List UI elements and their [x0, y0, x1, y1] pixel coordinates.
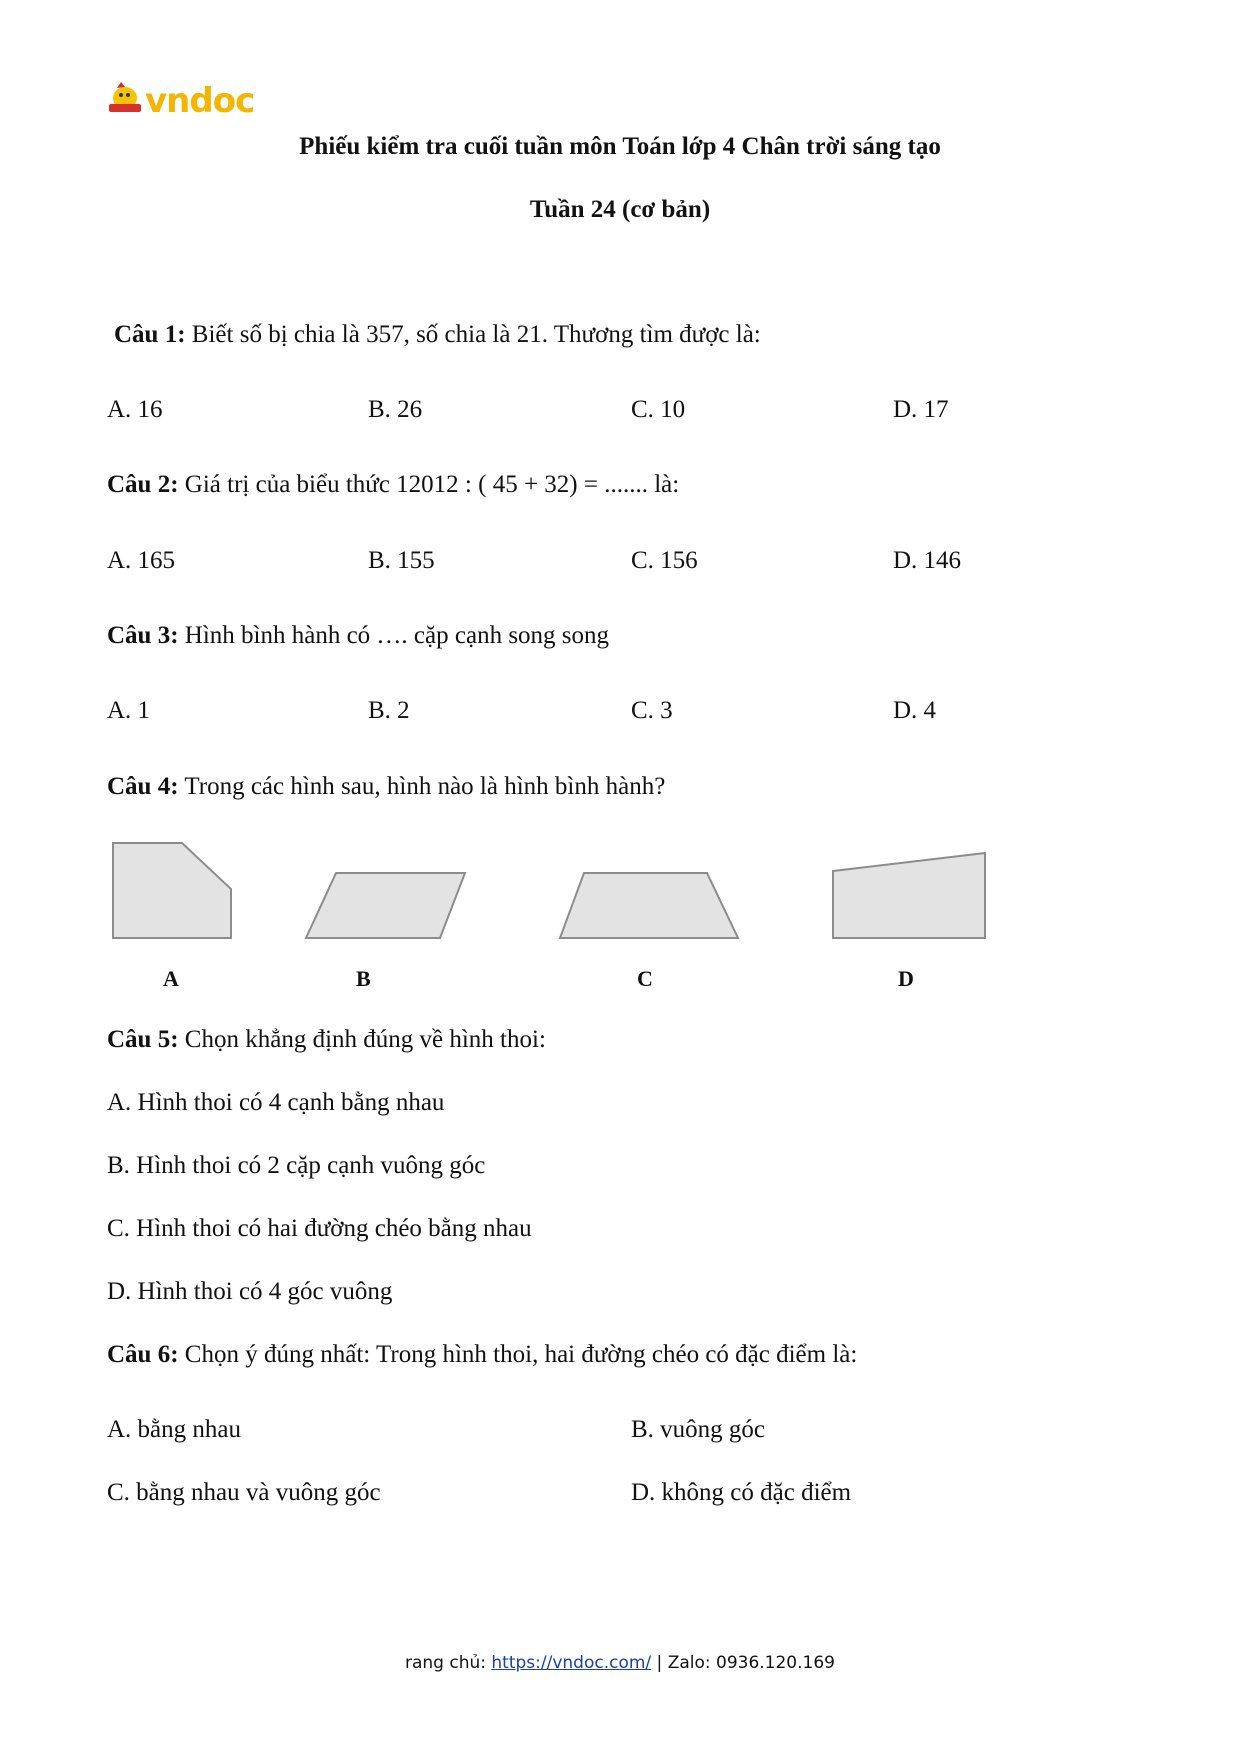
shape-label-a: A	[163, 966, 179, 991]
q6-option-b[interactable]: B. vuông góc	[631, 1416, 766, 1443]
q6-option-c[interactable]: C. bằng nhau và vuông góc	[107, 1479, 381, 1506]
q5-option-d[interactable]: D. Hình thoi có 4 góc vuông	[107, 1278, 393, 1305]
q3-option-c[interactable]: C. 3	[631, 697, 673, 724]
page-footer	[0, 1653, 1240, 1673]
shape-b	[306, 873, 465, 938]
page-subtitle: Tuần 24 (cơ bản)	[529, 196, 711, 223]
q2-option-b[interactable]: B. 155	[368, 547, 435, 574]
question-label: Câu 2:	[107, 471, 179, 498]
q1-option-c[interactable]: C. 10	[631, 396, 686, 423]
footer-prefix: rang chủ:	[405, 1653, 492, 1673]
q2-option-d[interactable]: D. 146	[893, 547, 962, 574]
q1-option-b[interactable]: B. 26	[368, 396, 423, 423]
footer-contact: | Zalo: 0936.120.169	[651, 1653, 835, 1673]
q6-option-a[interactable]: A. bằng nhau	[107, 1416, 241, 1443]
question-label: Câu 3:	[107, 622, 179, 649]
question-label: Câu 4:	[107, 773, 179, 800]
q5-option-c[interactable]: C. Hình thoi có hai đường chéo bằng nhau	[107, 1215, 532, 1242]
q3-option-b[interactable]: B. 2	[368, 697, 410, 724]
page-title: Phiếu kiểm tra cuối tuần môn Toán lớp 4 Chân trời sáng tạo	[299, 133, 941, 160]
q5-option-a[interactable]: A. Hình thoi có 4 cạnh bằng nhau	[107, 1089, 445, 1116]
question-text: Trong các hình sau, hình nào là hình bình hành?	[178, 773, 666, 800]
q5-option-b[interactable]: B. Hình thoi có 2 cặp cạnh vuông góc	[107, 1152, 486, 1179]
question-text: Biết số bị chia là 357, số chia là 21. Thương tìm được là:	[185, 321, 761, 348]
question-text: Hình bình hành có …. cặp cạnh song song	[178, 622, 610, 649]
question-text: Chọn ý đúng nhất: Trong hình thoi, hai đường chéo có đặc điểm là:	[178, 1341, 858, 1368]
shape-label-c: C	[637, 966, 653, 991]
q1-option-a[interactable]: A. 16	[107, 396, 163, 423]
question-6	[107, 1341, 857, 1369]
shape-label-b: B	[356, 966, 371, 991]
q2-option-c[interactable]: C. 156	[631, 547, 698, 574]
q2-option-a[interactable]: A. 165	[107, 547, 176, 574]
homepage-link[interactable]: https://vndoc.com/	[491, 1653, 652, 1673]
q1-option-d[interactable]: D. 17	[893, 396, 949, 423]
question-text: Giá trị của biểu thức 12012 : ( 45 + 32) = ....... là:	[178, 471, 680, 498]
q3-option-d[interactable]: D. 4	[893, 697, 937, 724]
svg-text:vndoc: vndoc	[145, 81, 255, 120]
question-label: Câu 6:	[107, 1341, 179, 1368]
question-label: Câu 5:	[107, 1026, 179, 1053]
shape-a	[113, 843, 231, 938]
question-text: Chọn khẳng định đúng về hình thoi:	[178, 1026, 546, 1053]
q3-option-a[interactable]: A. 1	[107, 697, 151, 724]
question-5	[107, 1026, 546, 1054]
shape-c	[560, 873, 738, 938]
question-label: Câu 1:	[114, 321, 186, 348]
shape-d	[833, 853, 985, 938]
q6-option-d[interactable]: D. không có đặc điểm	[631, 1479, 852, 1506]
shape-label-d: D	[898, 966, 914, 991]
